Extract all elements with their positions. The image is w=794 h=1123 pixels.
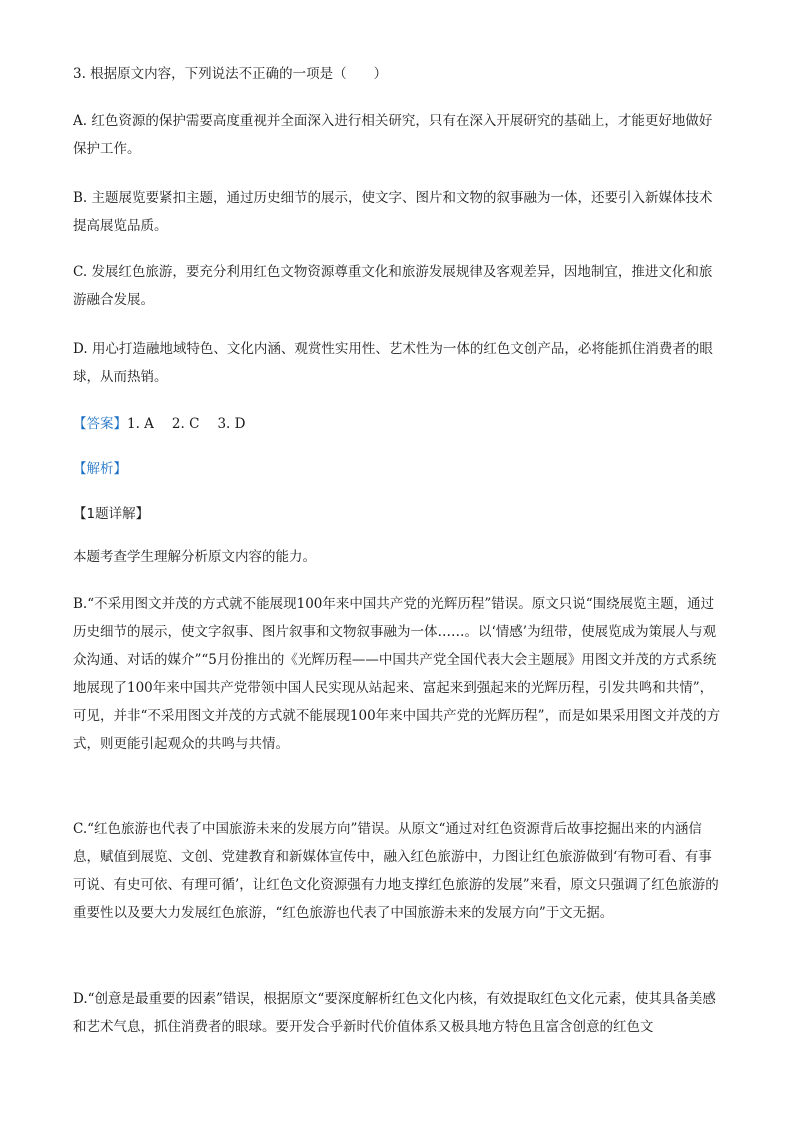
- answer-item-1: 1. A: [127, 416, 154, 432]
- option-a: [73, 107, 723, 163]
- analysis-paragraph-d: D.“创意是最重要的因素”错误，根据原文“要深度解析红色文化内核，有效提取红色文化元素，使其具备美感和艺术气息，抓住消费者的眼球。要开发合乎新时代价值体系又极具地方特色且富含创意的红色文: [73, 991, 716, 1035]
- answer-line: [73, 410, 723, 438]
- analysis-heading: [73, 455, 723, 483]
- analysis-tag: 【解析】: [73, 461, 127, 477]
- answer-item-2: 2. C: [171, 416, 200, 432]
- answer-item-3: 3. D: [217, 416, 246, 432]
- option-a-text: 红色资源的保护需要高度重视并全面深入进行相关研究，只有在深入开展研究的基础上，才能更好地做好保护工作。: [73, 113, 713, 157]
- option-a-label: A.: [73, 113, 88, 129]
- option-c: [73, 258, 723, 314]
- option-c-label: C.: [73, 264, 88, 280]
- option-d-label: D.: [73, 341, 88, 357]
- question-stem: 3. 根据原文内容，下列说法不正确的一项是（ ）: [73, 66, 388, 82]
- analysis-paragraph-b: B.“不采用图文并茂的方式就不能展现100年来中国共产党的光辉历程”错误。原文只说“围绕展览主题，通过历史细节的展示，使文字叙事、图片叙事和文物叙事融为一体……。以‘情感’为纽带，使展览成为策展人与观众沟通、对话的媒介”“5月份推出的《光辉历程——中国共产党全国代表大会主题展》用图文并茂的方式系统地展现了100年来中国共产党带领中国人民实现从站起来、富起来到强起来的光辉历程，引发共鸣和共情”，可见，并非“不采用图文并茂的方式就不能展现100年来中国共产党的光辉历程”，而是如果采用图文并茂的方式，则更能引起观众的共鸣与共情。: [73, 596, 721, 752]
- analysis-subheading: 【1题详解】: [73, 506, 150, 522]
- answer-tag: 【答案】: [73, 416, 127, 432]
- analysis-intro: 本题考查学生理解分析原文内容的能力。: [73, 549, 316, 565]
- option-b: [73, 184, 723, 240]
- option-d-text: 用心打造融地域特色、文化内涵、观赏性实用性、艺术性为一体的红色文创产品，必将能抓住消费者的眼球，从而热销。: [73, 341, 713, 385]
- option-b-label: B.: [73, 190, 88, 206]
- option-c-text: 发展红色旅游，要充分利用红色文物资源尊重文化和旅游发展规律及客观差异，因地制宜，推进文化和旅游融合发展。: [73, 264, 713, 308]
- option-b-text: 主题展览要紧扣主题，通过历史细节的展示，使文字、图片和文物的叙事融为一体，还要引入新媒体技术提高展览品质。: [73, 190, 713, 234]
- option-d: [73, 335, 723, 391]
- analysis-paragraph-c: C.“红色旅游也代表了中国旅游未来的发展方向”错误。从原文“通过对红色资源背后故事挖掘出来的内涵信息，赋值到展览、文创、党建教育和新媒体宣传中，融入红色旅游中，力图让红色旅游做到‘有物可看、有事可说、有史可依、有理可循’，让红色文化资源强有力地支撑红色旅游的发展”来看，原文只强调了红色旅游的重要性以及要大力发展红色旅游，“红色旅游也代表了中国旅游未来的发展方向”于文无据。: [73, 821, 719, 921]
